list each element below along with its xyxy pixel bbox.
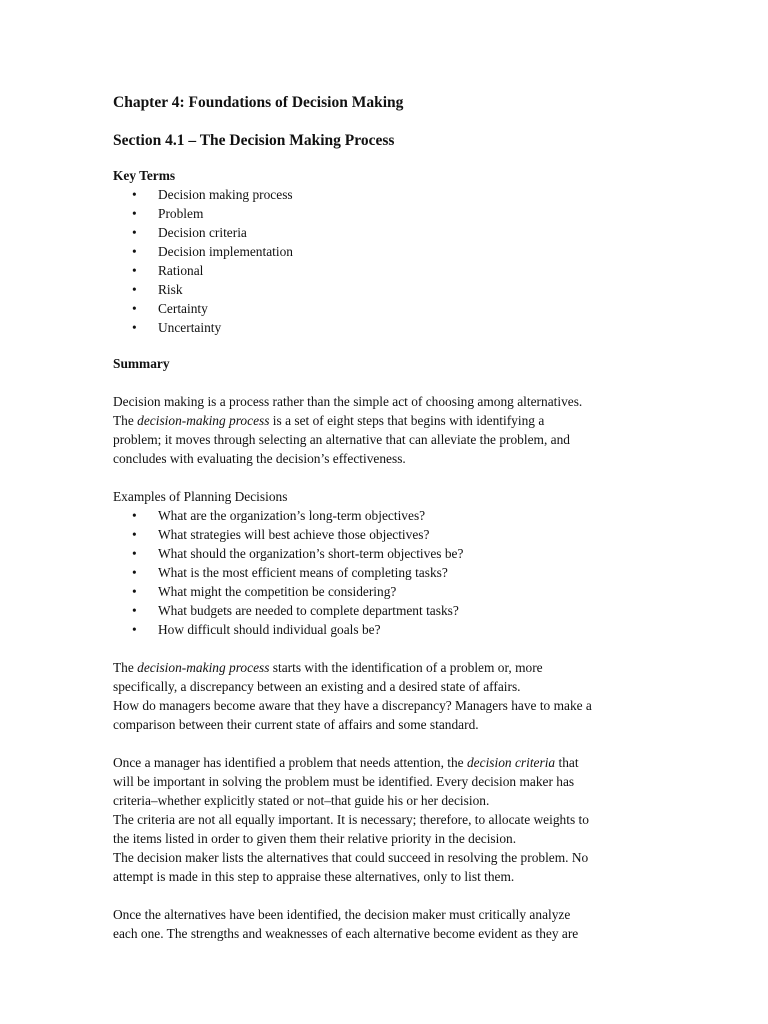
criteria-paragraph <box>113 753 658 886</box>
emphasis-term: decision-making process <box>137 660 270 675</box>
text-line: The criteria are not all equally important. It is necessary; therefore, to allocate weights to <box>113 812 589 827</box>
emphasis-term: decision criteria <box>466 755 556 770</box>
planning-heading: Examples of Planning Decisions <box>113 489 288 504</box>
text-line: Once the alternatives have been identified, the decision maker must critically analyze <box>113 907 571 922</box>
text-line: The decision maker lists the alternatives that could succeed in resolving the problem. No <box>113 850 589 865</box>
text-line: How do managers become aware that they have a discrepancy? Managers have to make a <box>113 698 592 713</box>
list-item: • Decision implementation <box>113 242 658 261</box>
list-item: • Certainty <box>113 299 658 318</box>
text-line: The decision-making process starts with the identification of a problem or, more <box>113 660 543 675</box>
text-line: comparison between their current state of affairs and some standard. <box>113 717 479 732</box>
list-item: • What strategies will best achieve those objectives? <box>113 525 658 544</box>
list-item: • What is the most efficient means of completing tasks? <box>113 563 658 582</box>
list-item: • How difficult should individual goals be? <box>113 620 658 639</box>
list-item: • Problem <box>113 204 658 223</box>
section-title: Section 4.1 – The Decision Making Process <box>113 132 395 149</box>
emphasis-term: decision-making process <box>137 413 270 428</box>
text-line: the items listed in order to given them their relative priority in the decision. <box>113 831 517 846</box>
summary-heading: Summary <box>113 356 170 371</box>
text-line: attempt is made in this step to appraise these alternatives, only to list them. <box>113 869 515 884</box>
list-item: • What should the organization’s short-term objectives be? <box>113 544 658 563</box>
list-item: • Uncertainty <box>113 318 658 337</box>
chapter-title: Chapter 4: Foundations of Decision Making <box>113 94 404 111</box>
process-paragraph <box>113 658 658 734</box>
text-line: specifically, a discrepancy between an existing and a desired state of affairs. <box>113 679 521 694</box>
list-item: • Decision making process <box>113 185 658 204</box>
list-item: • What are the organization’s long-term objectives? <box>113 506 658 525</box>
summary-paragraph <box>113 392 658 468</box>
list-item: • What might the competition be considering? <box>113 582 658 601</box>
key-terms-heading: Key Terms <box>113 168 176 183</box>
document-body <box>113 92 658 943</box>
list-item: • Rational <box>113 261 658 280</box>
text-line: Once a manager has identified a problem that needs attention, the decision criteria that <box>113 755 579 770</box>
text-line: will be important in solving the problem must be identified. Every decision maker has <box>113 774 575 789</box>
text-line: criteria–whether explicitly stated or not–that guide his or her decision. <box>113 793 490 808</box>
key-terms-list <box>113 185 658 337</box>
text-line: problem; it moves through selecting an alternative that can alleviate the problem, and <box>113 432 570 447</box>
analysis-paragraph <box>113 905 658 943</box>
planning-list <box>113 506 658 639</box>
list-item: • What budgets are needed to complete department tasks? <box>113 601 658 620</box>
text-line: The decision-making process is a set of eight steps that begins with identifying a <box>113 413 545 428</box>
text-line: concludes with evaluating the decision’s effectiveness. <box>113 451 406 466</box>
list-item: • Risk <box>113 280 658 299</box>
text-line: each one. The strengths and weaknesses of each alternative become evident as they are <box>113 926 579 941</box>
text-line: Decision making is a process rather than the simple act of choosing among alternatives. <box>113 394 583 409</box>
list-item: • Decision criteria <box>113 223 658 242</box>
